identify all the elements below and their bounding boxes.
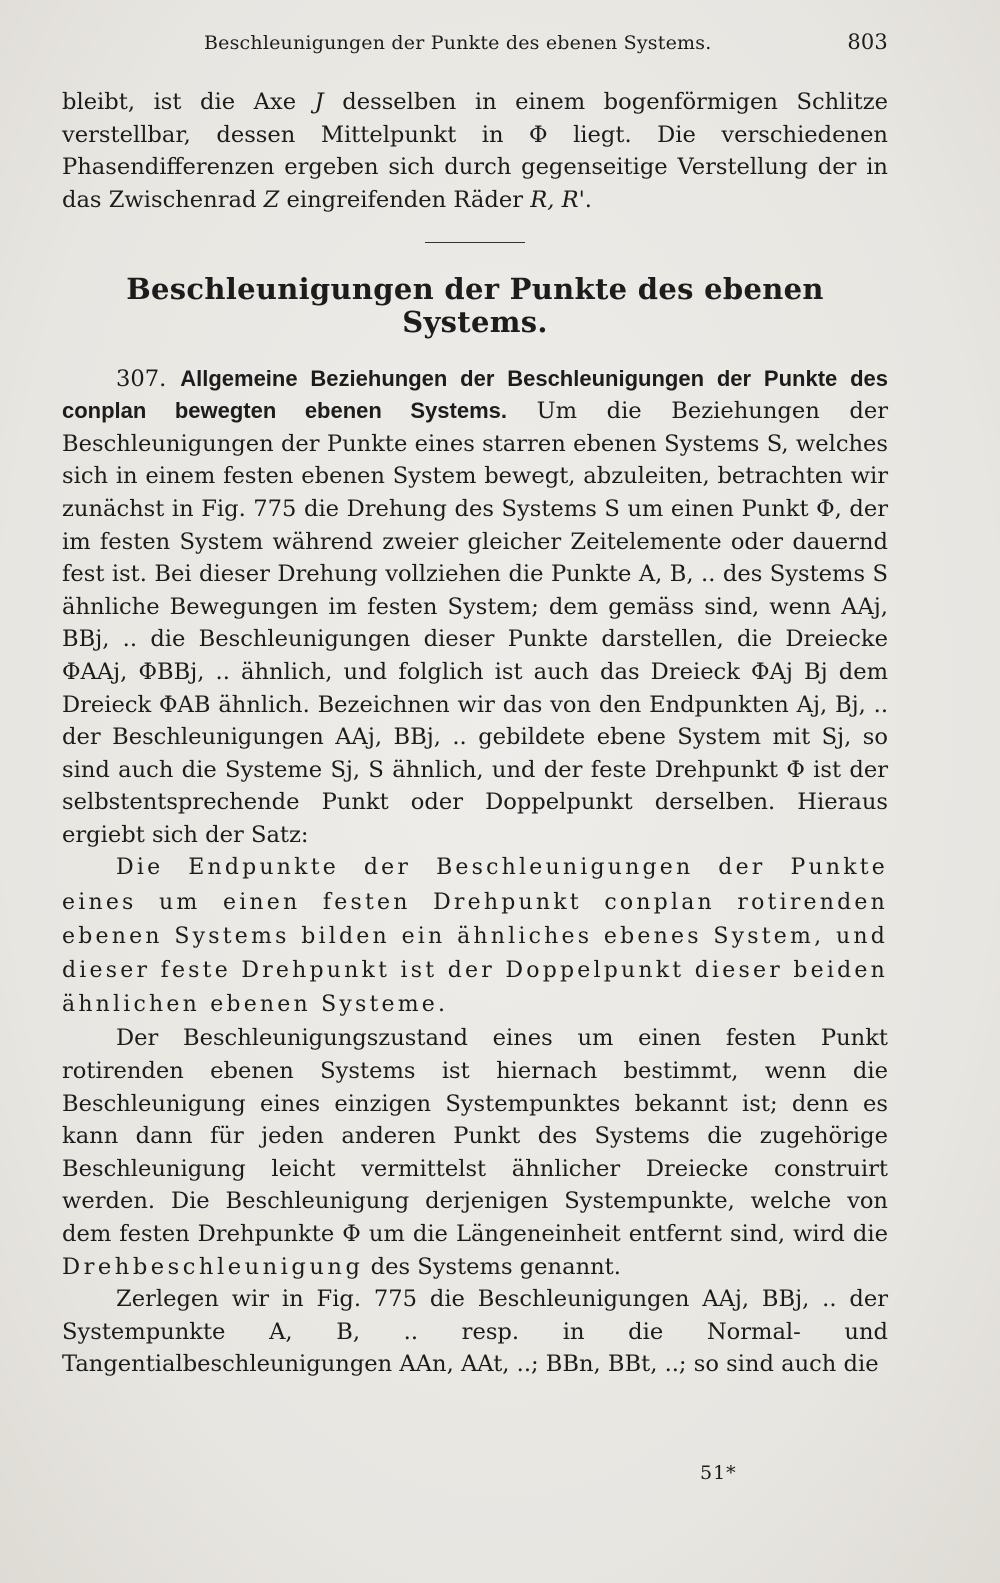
theorem-statement: Die Endpunkte der Beschleunigungen der Punkte eines um einen festen Drehpunkt conplan rotirenden ebenen Systems bilden ein ähnliches ebenes System, und dieser feste Drehpunkt ist der Doppelpunkt dieser beiden ähnlichen ebenen Systeme.: [62, 855, 888, 1018]
section-text: Um die Beziehungen der Beschleunigungen der Punkte eines starren ebenen Systems S, welches sich in einem festen ebenen System bewegt, abzuleiten, betrachten wir zunächst in Fig. 775 die Drehung des Systems S um einen Punkt Φ, der im festen System während zweier gleicher Zeitelemente oder dauernd fest ist. Bei dieser Drehung vollziehen die Punkte A, B, .. des Systems S ähnliche Bewegungen im festen System; dem gemäss sind, wenn AAj, BBj, .. die Beschleunigungen dieser Punkte darstellen, die Dreiecke ΦAAj, ΦBBj, .. ähnlich, und folglich ist auch das Dreieck ΦAj Bj dem Dreieck ΦAB ähnlich. Bezeichnen wir das von den Endpunkten Aj, Bj, .. der Beschleunigungen AAj, BBj, .. gebildete ebene System mit Sj, so sind auch die Systeme Sj, S ähnlich, und der feste Drehpunkt Φ ist der selbstentsprechende Punkt oder Doppelpunkt derselben. Hieraus ergiebt sich der Satz:: [62, 398, 888, 848]
intro-text-1: bleibt, ist die Axe: [62, 89, 315, 115]
page-body: [62, 86, 888, 1381]
section-title: Beschleunigungen der Punkte des ebenen Systems.: [126, 272, 824, 339]
intro-paragraph: [62, 86, 888, 216]
intro-text-3: eingreifenden Räder: [279, 186, 531, 213]
paragraph-rotation: [62, 1022, 888, 1283]
section-number: 307.: [116, 365, 167, 392]
term-drehbeschleunigung: Drehbeschleunigung: [62, 1253, 364, 1280]
paragraph-rotation-text-1: Der Beschleunigungszustand eines um einen festen Punkt rotirenden ebenen Systems ist hiernach bestimmt, wenn die Beschleunigung eines einzigen Systempunktes bekannt ist; denn es kann dann für jeden anderen Punkt des Systems die zugehörige Beschleunigung leicht vermittelst ähnlicher Dreiecke construirt werden. Die Beschleunigung derjenigen Systempunkte, welche von dem festen Drehpunkte Φ um die Längeneinheit entfernt sind, wird die: [62, 1025, 888, 1248]
section-307-paragraph: [62, 363, 888, 852]
intro-variable-Z: Z: [263, 186, 280, 213]
signature-mark: 51*: [700, 1462, 737, 1484]
page-number: 803: [847, 30, 888, 54]
paragraph-decomposition: Zerlegen wir in Fig. 775 die Beschleunigungen AAj, BBj, .. der Systempunkte A, B, .. resp. in die Normal- und Tangentialbeschleunigungen AAn, AAt, ..; BBn, BBt, ..; so sind auch die: [62, 1286, 888, 1378]
intro-text-4: .: [584, 186, 592, 213]
section-heading: Allgemeine Beziehungen der Beschleunigungen der Punkte des conplan bewegten ebenen Systems.: [62, 365, 888, 424]
page-header: [62, 30, 888, 62]
running-title: Beschleunigungen der Punkte des ebenen Systems.: [204, 32, 712, 54]
intro-text-2: desselben in einem bogenförmigen Schlitze verstellbar, dessen Mittelpunkt in Φ liegt. Die verschiedenen Phasendifferenzen ergeben sich durch gegenseitige Verstellung der in das Zwischenrad: [62, 89, 888, 213]
intro-variable-J: J: [314, 89, 324, 115]
page-content: [62, 30, 888, 1381]
section-divider: [425, 242, 525, 243]
paragraph-rotation-text-2: des Systems genannt.: [363, 1253, 621, 1280]
intro-variable-R: R, R': [530, 186, 585, 213]
